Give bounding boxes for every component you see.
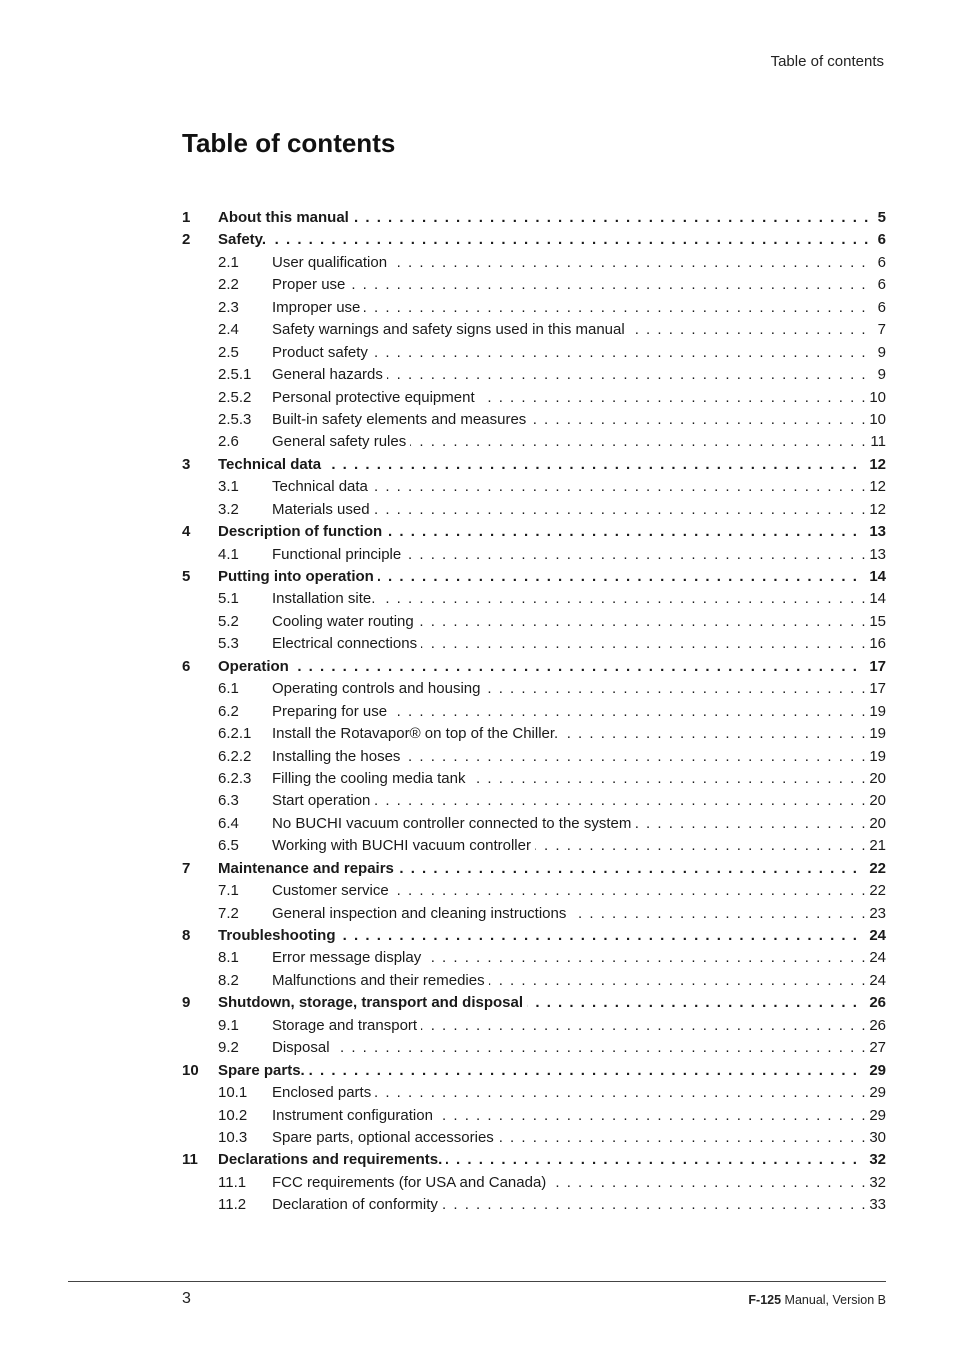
toc-section-entry[interactable] xyxy=(182,588,886,610)
toc-entry-number: 6 xyxy=(182,657,191,675)
toc-entry-title: General safety rules xyxy=(272,433,410,450)
toc-entry-leader xyxy=(272,588,886,610)
toc-section-entry[interactable] xyxy=(182,880,886,902)
toc-entry-title: Working with BUCHI vacuum controller xyxy=(272,837,535,854)
toc-entry-title: Putting into operation xyxy=(218,568,378,585)
toc-entry-leader xyxy=(272,297,886,319)
footer-doc-suffix: Manual, Version B xyxy=(781,1293,886,1307)
toc-entry-page: 19 xyxy=(865,723,886,745)
toc-entry-number: 2.5.1 xyxy=(218,366,252,384)
toc-entry-page: 9 xyxy=(874,364,886,386)
toc-entry-page: 10 xyxy=(865,387,886,409)
toc-entry-page: 24 xyxy=(865,970,886,992)
page-title: Table of contents xyxy=(182,128,396,158)
toc-section-entry[interactable] xyxy=(182,319,886,341)
toc-entry-title: Operation xyxy=(218,658,293,675)
toc-entry-page: 6 xyxy=(874,297,886,319)
toc-entry-leader xyxy=(272,790,886,812)
toc-entry-page: 6 xyxy=(874,274,886,296)
toc-entry-title: Electrical connections xyxy=(272,635,421,652)
toc-entry-number: 6.5 xyxy=(218,837,239,855)
toc-entry-page: 29 xyxy=(865,1105,886,1127)
toc-entry-page: 6 xyxy=(874,229,886,251)
toc-entry-leader xyxy=(272,880,886,902)
toc-entry-leader xyxy=(218,207,886,229)
toc-entry-title: Malfunctions and their remedies xyxy=(272,972,489,989)
toc-entry-leader xyxy=(218,656,886,678)
toc-section-entry[interactable] xyxy=(182,499,886,521)
toc-entry-page: 7 xyxy=(874,319,886,341)
toc-section-entry[interactable] xyxy=(182,274,886,296)
toc-entry-title: Filling the cooling media tank xyxy=(272,770,469,787)
toc-entry-leader xyxy=(218,1149,886,1171)
toc-entry-number: 5.3 xyxy=(218,635,239,653)
toc-entry-title: Spare parts, optional accessories xyxy=(272,1129,498,1146)
toc-entry-page: 20 xyxy=(865,790,886,812)
toc-entry-title: General inspection and cleaning instructions xyxy=(272,905,570,922)
toc-entry-leader xyxy=(218,1060,886,1082)
toc-entry-title: Operating controls and housing xyxy=(272,680,484,697)
toc-chapter-entry[interactable] xyxy=(182,207,886,229)
toc-entry-title: Enclosed parts xyxy=(272,1084,375,1101)
toc-entry-title: Proper use xyxy=(272,276,349,293)
toc-entry-title: Product safety xyxy=(272,344,372,361)
toc-entry-number: 2.4 xyxy=(218,321,239,339)
toc-entry-leader xyxy=(272,1127,886,1149)
toc-entry-page: 29 xyxy=(865,1060,886,1082)
toc-entry-page: 17 xyxy=(865,656,886,678)
toc-entry-leader xyxy=(218,229,886,251)
toc-section-entry[interactable] xyxy=(182,387,886,409)
toc-entry-number: 6.2.1 xyxy=(218,725,252,743)
toc-entry-page: 32 xyxy=(865,1172,886,1194)
toc-entry-leader xyxy=(218,992,886,1014)
toc-entry-page: 19 xyxy=(865,701,886,723)
toc-section-entry[interactable] xyxy=(182,476,886,498)
toc-chapter-entry[interactable] xyxy=(182,521,886,543)
toc-entry-title: Storage and transport xyxy=(272,1017,421,1034)
toc-entry-title: Spare parts. xyxy=(218,1062,309,1079)
toc-section-entry[interactable] xyxy=(182,835,886,857)
toc-entry-page: 13 xyxy=(865,521,886,543)
toc-entry-title: Functional principle xyxy=(272,546,405,563)
toc-entry-title: Installation site. xyxy=(272,590,379,607)
footer-rule xyxy=(68,1281,886,1282)
toc-entry-page: 15 xyxy=(865,611,886,633)
toc-entry-page: 12 xyxy=(865,454,886,476)
toc-section-entry[interactable] xyxy=(182,252,886,274)
toc-entry-number: 10 xyxy=(182,1061,199,1079)
toc-entry-number: 7 xyxy=(182,859,191,877)
toc-entry-page: 14 xyxy=(865,566,886,588)
toc-entry-page: 12 xyxy=(865,499,886,521)
toc-entry-page: 12 xyxy=(865,476,886,498)
toc-entry-page: 10 xyxy=(865,409,886,431)
toc-entry-leader xyxy=(218,521,886,543)
running-header: Table of contents xyxy=(770,53,884,70)
toc-section-entry[interactable] xyxy=(182,746,886,768)
toc-entry-page: 16 xyxy=(865,633,886,655)
toc-section-entry[interactable] xyxy=(182,409,886,431)
toc-entry-title: Shutdown, storage, transport and disposal xyxy=(218,994,527,1011)
toc-entry-page: 29 xyxy=(865,1082,886,1104)
toc-entry-title: No BUCHI vacuum controller connected to the system xyxy=(272,815,635,832)
toc-entry-leader xyxy=(272,387,886,409)
toc-section-entry[interactable] xyxy=(182,364,886,386)
toc-entry-leader xyxy=(272,319,886,341)
toc-chapter-entry[interactable] xyxy=(182,229,886,251)
toc-entry-leader xyxy=(218,858,886,880)
toc-entry-leader xyxy=(272,1037,886,1059)
toc-entry-title: Instrument configuration xyxy=(272,1107,437,1124)
toc-entry-number: 2.6 xyxy=(218,433,239,451)
toc-section-entry[interactable] xyxy=(182,1105,886,1127)
toc-section-entry[interactable] xyxy=(182,431,886,453)
toc-entry-title: Install the Rotavapor® on top of the Chiller. xyxy=(272,725,562,742)
toc-entry-number: 9.2 xyxy=(218,1039,239,1057)
toc-entry-page: 20 xyxy=(865,768,886,790)
toc-entry-title: Troubleshooting xyxy=(218,927,340,944)
toc-section-entry[interactable] xyxy=(182,768,886,790)
toc-entry-number: 1 xyxy=(182,209,191,226)
toc-entry-number: 8.1 xyxy=(218,949,239,967)
toc-chapter-entry[interactable] xyxy=(182,1060,886,1082)
footer-document-id xyxy=(748,1293,886,1307)
toc-entry-page: 17 xyxy=(865,678,886,700)
toc-entry-leader xyxy=(272,544,886,566)
toc-entry-number: 10.1 xyxy=(218,1084,248,1102)
toc-entry-number: 5.2 xyxy=(218,612,239,630)
toc-entry-number: 2.5.2 xyxy=(218,388,252,406)
toc-entry-leader xyxy=(272,1172,886,1194)
toc-entry-number: 2 xyxy=(182,231,191,249)
toc-section-entry[interactable] xyxy=(182,1037,886,1059)
toc-entry-number: 6.2 xyxy=(218,702,239,720)
toc-entry-leader xyxy=(218,454,886,476)
toc-entry-number: 6.1 xyxy=(218,680,239,698)
toc-section-entry[interactable] xyxy=(182,790,886,812)
toc-entry-title: Technical data xyxy=(218,456,325,473)
toc-entry-leader xyxy=(272,633,886,655)
toc-entry-title: Technical data xyxy=(272,478,372,495)
toc-entry-page: 24 xyxy=(865,925,886,947)
toc-entry-leader xyxy=(272,364,886,386)
toc-entry-leader xyxy=(272,678,886,700)
toc-entry-number: 8.2 xyxy=(218,971,239,989)
toc-section-entry[interactable] xyxy=(182,544,886,566)
toc-entry-title: General hazards xyxy=(272,366,387,383)
toc-entry-page: 21 xyxy=(865,835,886,857)
toc-entry-title: Maintenance and repairs xyxy=(218,860,398,877)
toc-entry-page: 11 xyxy=(866,431,886,453)
toc-section-entry[interactable] xyxy=(182,1015,886,1037)
toc-entry-title: Materials used xyxy=(272,501,374,518)
toc-entry-number: 6.2.2 xyxy=(218,747,252,765)
toc-entry-page: 26 xyxy=(865,1015,886,1037)
toc-entry-page: 5 xyxy=(874,207,886,229)
toc-entry-leader xyxy=(272,431,886,453)
toc-chapter-entry[interactable] xyxy=(182,858,886,880)
toc-entry-leader xyxy=(272,903,886,925)
toc-entry-leader xyxy=(272,1194,886,1216)
table-of-contents xyxy=(182,207,886,1217)
toc-entry-leader xyxy=(272,1082,886,1104)
toc-entry-leader xyxy=(272,252,886,274)
toc-entry-leader xyxy=(218,925,886,947)
toc-entry-leader xyxy=(272,1015,886,1037)
toc-entry-leader xyxy=(272,476,886,498)
toc-section-entry[interactable] xyxy=(182,611,886,633)
footer-page-number: 3 xyxy=(182,1290,191,1307)
toc-entry-page: 23 xyxy=(865,903,886,925)
toc-entry-page: 22 xyxy=(865,880,886,902)
toc-entry-page: 14 xyxy=(865,588,886,610)
toc-entry-title: Error message display xyxy=(272,949,425,966)
toc-entry-leader xyxy=(218,566,886,588)
toc-entry-number: 9.1 xyxy=(218,1016,239,1034)
toc-entry-number: 4 xyxy=(182,523,191,541)
toc-entry-page: 24 xyxy=(865,947,886,969)
toc-entry-title: Disposal xyxy=(272,1039,334,1056)
toc-entry-title: Customer service xyxy=(272,882,393,899)
toc-entry-leader xyxy=(272,835,886,857)
toc-section-entry[interactable] xyxy=(182,1194,886,1216)
toc-entry-number: 11.2 xyxy=(218,1196,247,1214)
toc-entry-title: Start operation xyxy=(272,792,374,809)
toc-section-entry[interactable] xyxy=(182,947,886,969)
toc-entry-leader xyxy=(272,970,886,992)
toc-entry-title: User qualification xyxy=(272,254,391,271)
toc-chapter-entry[interactable] xyxy=(182,1149,886,1171)
toc-entry-title: About this manual xyxy=(218,209,353,226)
toc-entry-number: 9 xyxy=(182,994,191,1012)
toc-entry-title: FCC requirements (for USA and Canada) xyxy=(272,1174,550,1191)
toc-entry-page: 22 xyxy=(865,858,886,880)
toc-section-entry[interactable] xyxy=(182,633,886,655)
toc-section-entry[interactable] xyxy=(182,903,886,925)
toc-entry-leader xyxy=(272,768,886,790)
toc-chapter-entry[interactable] xyxy=(182,992,886,1014)
footer-model: F-125 xyxy=(748,1293,782,1307)
toc-section-entry[interactable] xyxy=(182,813,886,835)
toc-entry-title: Cooling water routing xyxy=(272,613,418,630)
toc-chapter-entry[interactable] xyxy=(182,925,886,947)
toc-section-entry[interactable] xyxy=(182,1082,886,1104)
toc-chapter-entry[interactable] xyxy=(182,656,886,678)
toc-section-entry[interactable] xyxy=(182,701,886,723)
toc-entry-number: 3.2 xyxy=(218,500,239,518)
toc-entry-number: 10.3 xyxy=(218,1128,248,1146)
toc-entry-page: 9 xyxy=(874,342,886,364)
toc-entry-number: 2.2 xyxy=(218,276,239,294)
toc-entry-number: 8 xyxy=(182,927,191,944)
toc-entry-title: Safety warnings and safety signs used in this manual xyxy=(272,321,629,338)
toc-entry-leader xyxy=(272,947,886,969)
toc-entry-leader xyxy=(272,409,886,431)
toc-entry-leader xyxy=(272,611,886,633)
toc-entry-title: Personal protective equipment xyxy=(272,389,479,406)
toc-entry-number: 3.1 xyxy=(218,478,239,496)
toc-entry-number: 2.5.3 xyxy=(218,410,252,428)
toc-entry-number: 2.1 xyxy=(218,253,239,271)
toc-entry-leader xyxy=(272,746,886,768)
toc-entry-page: 13 xyxy=(865,544,886,566)
toc-entry-number: 6.3 xyxy=(218,792,239,810)
toc-entry-page: 30 xyxy=(865,1127,886,1149)
toc-entry-leader xyxy=(272,701,886,723)
toc-section-entry[interactable] xyxy=(182,1127,886,1149)
toc-section-entry[interactable] xyxy=(182,342,886,364)
toc-entry-number: 4.1 xyxy=(218,545,239,563)
toc-entry-number: 11 xyxy=(182,1151,198,1169)
toc-entry-number: 5.1 xyxy=(218,590,239,608)
toc-section-entry[interactable] xyxy=(182,1172,886,1194)
toc-entry-number: 6.4 xyxy=(218,814,239,832)
toc-entry-leader xyxy=(272,813,886,835)
toc-entry-number: 2.3 xyxy=(218,298,239,316)
toc-section-entry[interactable] xyxy=(182,297,886,319)
toc-entry-page: 33 xyxy=(865,1194,886,1216)
toc-entry-title: Improper use xyxy=(272,299,364,316)
toc-entry-title: Installing the hoses xyxy=(272,748,404,765)
toc-entry-number: 7.1 xyxy=(218,882,239,900)
toc-section-entry[interactable] xyxy=(182,970,886,992)
toc-entry-title: Declaration of conformity xyxy=(272,1196,442,1213)
toc-entry-title: Description of function xyxy=(218,523,386,540)
toc-entry-leader xyxy=(272,723,886,745)
toc-entry-number: 7.2 xyxy=(218,904,239,922)
toc-entry-leader xyxy=(272,274,886,296)
toc-chapter-entry[interactable] xyxy=(182,454,886,476)
toc-entry-page: 20 xyxy=(865,813,886,835)
toc-entry-number: 3 xyxy=(182,455,191,473)
toc-entry-page: 32 xyxy=(865,1149,886,1171)
toc-entry-title: Built-in safety elements and measures xyxy=(272,411,530,428)
toc-entry-number: 10.2 xyxy=(218,1106,248,1124)
toc-section-entry[interactable] xyxy=(182,678,886,700)
toc-entry-title: Declarations and requirements. xyxy=(218,1151,446,1168)
toc-entry-number: 11.1 xyxy=(218,1173,247,1191)
toc-entry-title: Safety. xyxy=(218,231,270,248)
toc-entry-title: Preparing for use xyxy=(272,703,391,720)
toc-chapter-entry[interactable] xyxy=(182,566,886,588)
toc-section-entry[interactable] xyxy=(182,723,886,745)
toc-entry-number: 5 xyxy=(182,568,191,585)
toc-entry-leader xyxy=(272,342,886,364)
toc-entry-number: 6.2.3 xyxy=(218,769,252,787)
toc-entry-page: 19 xyxy=(865,746,886,768)
toc-entry-leader xyxy=(272,1105,886,1127)
toc-entry-page: 6 xyxy=(874,252,886,274)
toc-entry-page: 26 xyxy=(865,992,886,1014)
toc-entry-page: 27 xyxy=(865,1037,886,1059)
toc-entry-number: 2.5 xyxy=(218,343,239,361)
toc-entry-leader xyxy=(272,499,886,521)
